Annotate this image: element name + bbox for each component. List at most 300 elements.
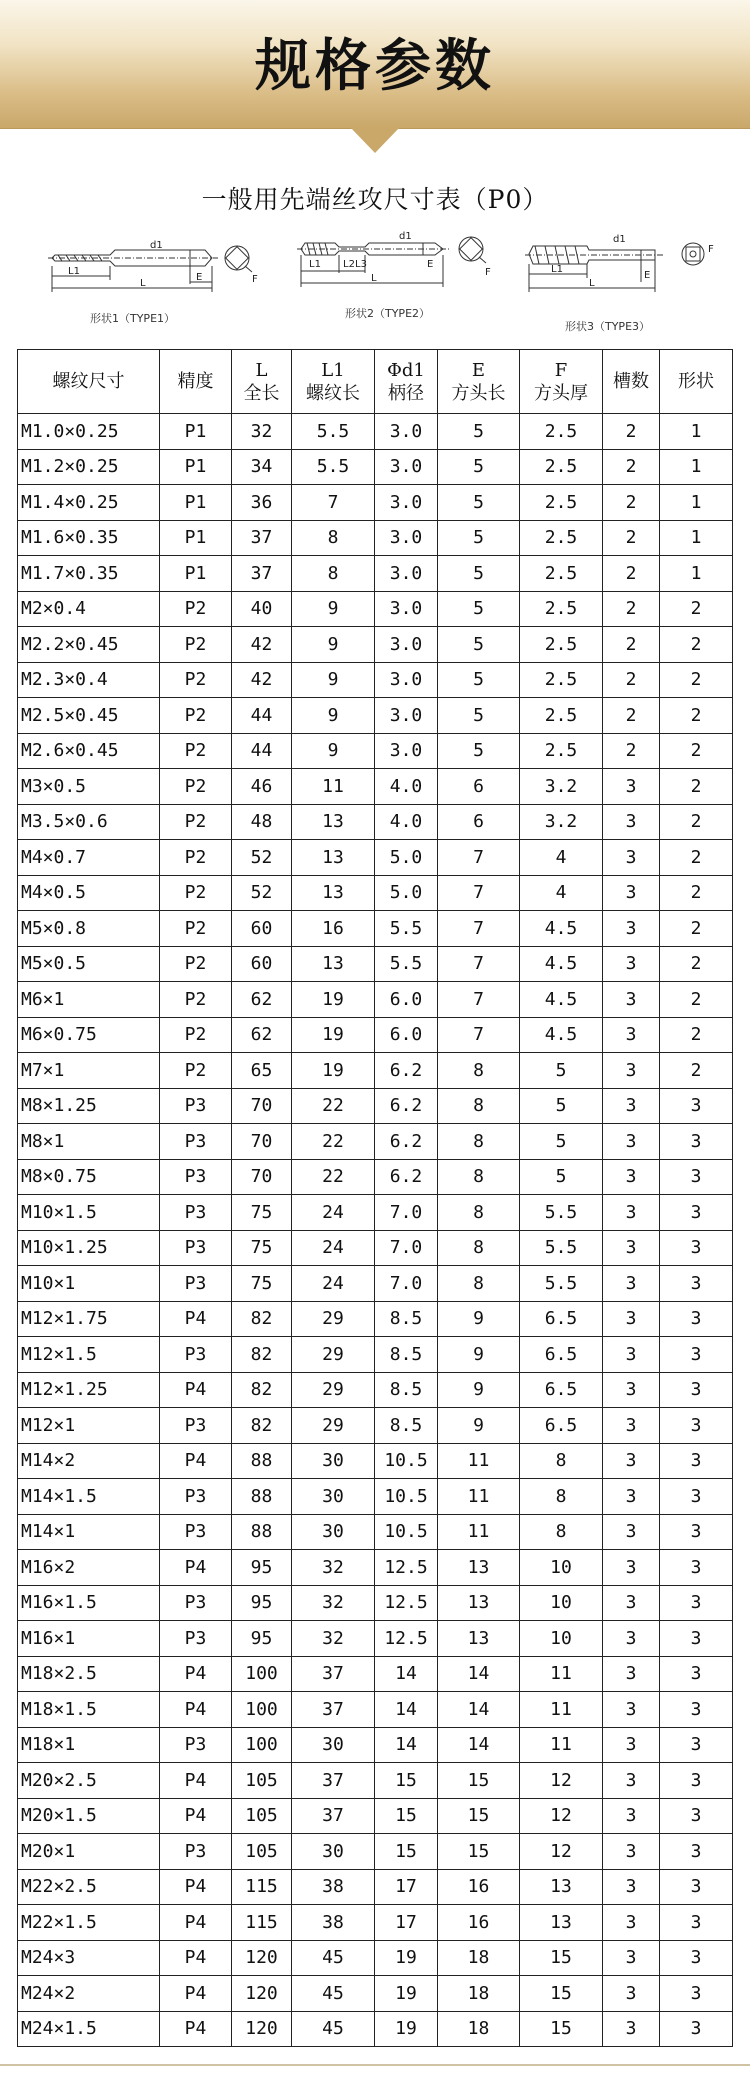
- tap-diagram-type3: [525, 230, 750, 333]
- cell-thread-size: M2.3×0.4: [18, 662, 160, 698]
- diagram3-l-label: L: [589, 278, 595, 289]
- table-subtitle: 一般用先端丝攻尺寸表（P0）: [201, 185, 549, 214]
- cell-square-length: 16: [438, 1905, 520, 1941]
- cell-shape: 3: [660, 1301, 733, 1337]
- cell-shank-diameter: 3.0: [375, 627, 438, 663]
- cell-thread-length: 30: [292, 1514, 375, 1550]
- cell-flutes: 2: [603, 698, 660, 734]
- table-row: [18, 1408, 733, 1444]
- diagram3-l1-label: L1: [551, 264, 563, 275]
- cell-flutes: 3: [603, 769, 660, 805]
- cell-precision: P4: [160, 1905, 232, 1941]
- cell-thread-length: 37: [292, 1798, 375, 1834]
- cell-square-length: 6: [438, 769, 520, 805]
- table-row: [18, 1443, 733, 1479]
- cell-length: 75: [232, 1230, 292, 1266]
- cell-flutes: 3: [603, 911, 660, 947]
- cell-length: 120: [232, 1940, 292, 1976]
- cell-shape: 3: [660, 1266, 733, 1302]
- cell-shape: 2: [660, 875, 733, 911]
- cell-flutes: 3: [603, 1372, 660, 1408]
- cell-square-thickness: 6.5: [520, 1372, 603, 1408]
- cell-thread-length: 24: [292, 1230, 375, 1266]
- cell-shank-diameter: 12.5: [375, 1585, 438, 1621]
- diagram1-f-label: F: [252, 274, 258, 285]
- cell-thread-size: M18×2.5: [18, 1656, 160, 1692]
- cell-flutes: 2: [603, 627, 660, 663]
- cell-square-thickness: 11: [520, 1727, 603, 1763]
- cell-thread-length: 29: [292, 1301, 375, 1337]
- cell-thread-length: 22: [292, 1159, 375, 1195]
- cell-square-length: 9: [438, 1408, 520, 1444]
- tap-type2-drawing-icon: [295, 225, 515, 303]
- cell-shape: 2: [660, 733, 733, 769]
- cell-length: 82: [232, 1337, 292, 1373]
- cell-thread-length: 13: [292, 946, 375, 982]
- cell-length: 120: [232, 1976, 292, 2012]
- cell-square-thickness: 12: [520, 1763, 603, 1799]
- spec-table: [17, 349, 733, 2047]
- cell-shape: 2: [660, 982, 733, 1018]
- cell-square-length: 9: [438, 1301, 520, 1337]
- cell-square-thickness: 2.5: [520, 662, 603, 698]
- cell-square-thickness: 4: [520, 875, 603, 911]
- table-row: [18, 1195, 733, 1231]
- table-body: [18, 414, 733, 2047]
- cell-square-length: 14: [438, 1692, 520, 1728]
- cell-shape: 1: [660, 485, 733, 521]
- cell-square-length: 8: [438, 1159, 520, 1195]
- cell-precision: P2: [160, 1053, 232, 1089]
- cell-shank-diameter: 6.2: [375, 1088, 438, 1124]
- cell-square-length: 18: [438, 1976, 520, 2012]
- cell-precision: P4: [160, 1692, 232, 1728]
- cell-square-thickness: 8: [520, 1479, 603, 1515]
- cell-length: 105: [232, 1798, 292, 1834]
- cell-shape: 3: [660, 2011, 733, 2047]
- cell-square-length: 15: [438, 1798, 520, 1834]
- cell-square-thickness: 15: [520, 1940, 603, 1976]
- cell-precision: P3: [160, 1585, 232, 1621]
- cell-square-thickness: 11: [520, 1656, 603, 1692]
- cell-flutes: 2: [603, 449, 660, 485]
- cell-square-length: 6: [438, 804, 520, 840]
- cell-thread-length: 9: [292, 733, 375, 769]
- cell-square-length: 14: [438, 1727, 520, 1763]
- cell-square-thickness: 2.5: [520, 414, 603, 450]
- cell-square-length: 5: [438, 627, 520, 663]
- cell-square-thickness: 13: [520, 1905, 603, 1941]
- table-row: [18, 2011, 733, 2047]
- cell-precision: P4: [160, 2011, 232, 2047]
- cell-precision: P2: [160, 627, 232, 663]
- cell-thread-length: 30: [292, 1443, 375, 1479]
- cell-shank-diameter: 7.0: [375, 1266, 438, 1302]
- cell-precision: P4: [160, 1372, 232, 1408]
- cell-flutes: 3: [603, 1408, 660, 1444]
- cell-flutes: 3: [603, 1656, 660, 1692]
- table-row: [18, 1053, 733, 1089]
- cell-thread-size: M10×1.25: [18, 1230, 160, 1266]
- cell-square-length: 5: [438, 414, 520, 450]
- cell-flutes: 3: [603, 1159, 660, 1195]
- table-row: [18, 556, 733, 592]
- cell-shank-diameter: 15: [375, 1798, 438, 1834]
- cell-length: 115: [232, 1905, 292, 1941]
- cell-square-thickness: 5.5: [520, 1195, 603, 1231]
- cell-length: 42: [232, 627, 292, 663]
- cell-precision: P2: [160, 591, 232, 627]
- cell-shank-diameter: 8.5: [375, 1372, 438, 1408]
- cell-shank-diameter: 19: [375, 1976, 438, 2012]
- cell-length: 120: [232, 2011, 292, 2047]
- cell-square-thickness: 12: [520, 1834, 603, 1870]
- cell-precision: P2: [160, 769, 232, 805]
- cell-thread-size: M1.4×0.25: [18, 485, 160, 521]
- cell-length: 82: [232, 1372, 292, 1408]
- diagram2-f-label: F: [485, 267, 491, 278]
- cell-precision: P3: [160, 1159, 232, 1195]
- cell-precision: P2: [160, 804, 232, 840]
- cell-precision: P3: [160, 1621, 232, 1657]
- cell-length: 44: [232, 698, 292, 734]
- cell-shank-diameter: 14: [375, 1656, 438, 1692]
- cell-thread-length: 9: [292, 591, 375, 627]
- cell-shank-diameter: 17: [375, 1869, 438, 1905]
- cell-precision: P3: [160, 1124, 232, 1160]
- cell-precision: P3: [160, 1337, 232, 1373]
- cell-precision: P3: [160, 1514, 232, 1550]
- cell-shape: 2: [660, 591, 733, 627]
- cell-flutes: 3: [603, 1798, 660, 1834]
- cell-shape: 3: [660, 1798, 733, 1834]
- cell-flutes: 2: [603, 414, 660, 450]
- cell-thread-length: 37: [292, 1692, 375, 1728]
- cell-length: 105: [232, 1834, 292, 1870]
- table-row: [18, 1266, 733, 1302]
- cell-shape: 3: [660, 1585, 733, 1621]
- cell-thread-length: 22: [292, 1124, 375, 1160]
- cell-thread-size: M1.6×0.35: [18, 520, 160, 556]
- cell-shank-diameter: 3.0: [375, 485, 438, 521]
- cell-square-length: 8: [438, 1053, 520, 1089]
- cell-thread-size: M2.2×0.45: [18, 627, 160, 663]
- cell-thread-size: M10×1.5: [18, 1195, 160, 1231]
- cell-shape: 3: [660, 1230, 733, 1266]
- table-row: [18, 946, 733, 982]
- diagram2-d1-label: d1: [399, 231, 412, 242]
- table-row: [18, 1159, 733, 1195]
- cell-shank-diameter: 10.5: [375, 1479, 438, 1515]
- cell-shank-diameter: 10.5: [375, 1443, 438, 1479]
- cell-thread-length: 19: [292, 1053, 375, 1089]
- table-header-row: [18, 350, 733, 414]
- cell-square-thickness: 10: [520, 1585, 603, 1621]
- cell-length: 52: [232, 875, 292, 911]
- cell-shank-diameter: 12.5: [375, 1621, 438, 1657]
- cell-shape: 3: [660, 1621, 733, 1657]
- cell-square-thickness: 5: [520, 1124, 603, 1160]
- cell-precision: P3: [160, 1834, 232, 1870]
- cell-thread-size: M2.5×0.45: [18, 698, 160, 734]
- page-title: 规格参数: [255, 34, 495, 99]
- table-row: [18, 1869, 733, 1905]
- cell-precision: P3: [160, 1408, 232, 1444]
- cell-shape: 1: [660, 556, 733, 592]
- cell-thread-size: M5×0.5: [18, 946, 160, 982]
- cell-shank-diameter: 6.2: [375, 1124, 438, 1160]
- cell-precision: P3: [160, 1230, 232, 1266]
- header-thread-size: 螺纹尺寸: [18, 350, 160, 414]
- table-row: [18, 698, 733, 734]
- cell-thread-length: 29: [292, 1337, 375, 1373]
- cell-square-length: 7: [438, 1017, 520, 1053]
- cell-thread-size: M10×1: [18, 1266, 160, 1302]
- cell-length: 115: [232, 1869, 292, 1905]
- cell-thread-length: 19: [292, 1017, 375, 1053]
- cell-flutes: 3: [603, 1443, 660, 1479]
- diagram1-l-label: L: [140, 278, 146, 289]
- cell-shape: 2: [660, 804, 733, 840]
- table-row: [18, 485, 733, 521]
- cell-shank-diameter: 5.5: [375, 911, 438, 947]
- cell-precision: P1: [160, 520, 232, 556]
- cell-precision: P1: [160, 414, 232, 450]
- cell-shape: 3: [660, 1514, 733, 1550]
- cell-shank-diameter: 3.0: [375, 662, 438, 698]
- table-row: [18, 1514, 733, 1550]
- cell-precision: P2: [160, 698, 232, 734]
- cell-shape: 3: [660, 1124, 733, 1160]
- cell-square-thickness: 5: [520, 1088, 603, 1124]
- cell-thread-size: M20×1: [18, 1834, 160, 1870]
- cell-thread-size: M12×1.25: [18, 1372, 160, 1408]
- cell-square-length: 13: [438, 1585, 520, 1621]
- cell-square-length: 8: [438, 1088, 520, 1124]
- cell-square-thickness: 5.5: [520, 1266, 603, 1302]
- cell-square-length: 15: [438, 1834, 520, 1870]
- table-row: [18, 1940, 733, 1976]
- cell-length: 40: [232, 591, 292, 627]
- cell-precision: P3: [160, 1727, 232, 1763]
- cell-square-length: 7: [438, 946, 520, 982]
- cell-shank-diameter: 14: [375, 1692, 438, 1728]
- cell-square-length: 8: [438, 1230, 520, 1266]
- table-row: [18, 1550, 733, 1586]
- table-row: [18, 1479, 733, 1515]
- cell-flutes: 3: [603, 1017, 660, 1053]
- table-row: [18, 1727, 733, 1763]
- cell-precision: P1: [160, 556, 232, 592]
- cell-square-length: 13: [438, 1621, 520, 1657]
- cell-thread-length: 45: [292, 1940, 375, 1976]
- cell-shank-diameter: 3.0: [375, 520, 438, 556]
- cell-shank-diameter: 5.0: [375, 840, 438, 876]
- cell-square-thickness: 15: [520, 2011, 603, 2047]
- cell-shape: 3: [660, 1976, 733, 2012]
- cell-thread-size: M16×1.5: [18, 1585, 160, 1621]
- cell-shape: 3: [660, 1550, 733, 1586]
- cell-flutes: 3: [603, 1195, 660, 1231]
- cell-shape: 3: [660, 1337, 733, 1373]
- cell-thread-length: 13: [292, 804, 375, 840]
- cell-flutes: 2: [603, 591, 660, 627]
- cell-square-thickness: 10: [520, 1621, 603, 1657]
- cell-square-thickness: 4: [520, 840, 603, 876]
- cell-length: 42: [232, 662, 292, 698]
- cell-square-thickness: 4.5: [520, 911, 603, 947]
- table-row: [18, 1905, 733, 1941]
- cell-shank-diameter: 8.5: [375, 1408, 438, 1444]
- cell-square-thickness: 12: [520, 1798, 603, 1834]
- cell-length: 70: [232, 1124, 292, 1160]
- header-precision: 精度: [160, 350, 232, 414]
- cell-shank-diameter: 6.0: [375, 982, 438, 1018]
- table-row: [18, 1834, 733, 1870]
- table-row: [18, 1017, 733, 1053]
- tap-type1-drawing-icon: [40, 230, 260, 308]
- cell-square-thickness: 2.5: [520, 520, 603, 556]
- cell-thread-size: M4×0.7: [18, 840, 160, 876]
- cell-length: 82: [232, 1301, 292, 1337]
- cell-shape: 3: [660, 1905, 733, 1941]
- cell-shank-diameter: 3.0: [375, 414, 438, 450]
- cell-thread-length: 38: [292, 1905, 375, 1941]
- cell-thread-length: 37: [292, 1763, 375, 1799]
- cell-shank-diameter: 19: [375, 2011, 438, 2047]
- cell-flutes: 2: [603, 485, 660, 521]
- table-row: [18, 1301, 733, 1337]
- cell-thread-size: M22×2.5: [18, 1869, 160, 1905]
- cell-precision: P3: [160, 1088, 232, 1124]
- cell-thread-size: M3×0.5: [18, 769, 160, 805]
- cell-thread-size: M8×1: [18, 1124, 160, 1160]
- cell-precision: P2: [160, 662, 232, 698]
- cell-flutes: 3: [603, 1514, 660, 1550]
- cell-precision: P2: [160, 1017, 232, 1053]
- cell-length: 70: [232, 1088, 292, 1124]
- cell-flutes: 3: [603, 1940, 660, 1976]
- cell-flutes: 2: [603, 520, 660, 556]
- cell-thread-size: M7×1: [18, 1053, 160, 1089]
- diagram3-d1-label: d1: [613, 234, 626, 245]
- cell-thread-size: M8×1.25: [18, 1088, 160, 1124]
- cell-square-length: 15: [438, 1763, 520, 1799]
- cell-shape: 2: [660, 627, 733, 663]
- cell-thread-length: 19: [292, 982, 375, 1018]
- cell-thread-size: M12×1: [18, 1408, 160, 1444]
- cell-length: 75: [232, 1266, 292, 1302]
- cell-square-length: 5: [438, 520, 520, 556]
- cell-thread-size: M3.5×0.6: [18, 804, 160, 840]
- cell-thread-length: 13: [292, 875, 375, 911]
- cell-precision: P1: [160, 449, 232, 485]
- cell-square-thickness: 8: [520, 1443, 603, 1479]
- cell-square-thickness: 5.5: [520, 1230, 603, 1266]
- diagram2-l1-label: L1: [309, 259, 321, 270]
- table-row: [18, 769, 733, 805]
- cell-thread-size: M16×2: [18, 1550, 160, 1586]
- cell-thread-length: 22: [292, 1088, 375, 1124]
- cell-shape: 3: [660, 1656, 733, 1692]
- table-row: [18, 911, 733, 947]
- cell-shank-diameter: 3.0: [375, 733, 438, 769]
- cell-shank-diameter: 3.0: [375, 449, 438, 485]
- cell-shank-diameter: 7.0: [375, 1195, 438, 1231]
- header-flutes: 槽数: [603, 350, 660, 414]
- cell-thread-size: M14×1: [18, 1514, 160, 1550]
- cell-thread-size: M1.2×0.25: [18, 449, 160, 485]
- cell-square-thickness: 8: [520, 1514, 603, 1550]
- cell-flutes: 3: [603, 1053, 660, 1089]
- cell-flutes: 3: [603, 1266, 660, 1302]
- cell-precision: P2: [160, 875, 232, 911]
- diagram3-e-label: E: [644, 270, 651, 281]
- cell-thread-size: M2.6×0.45: [18, 733, 160, 769]
- diagram1-l1-label: L1: [68, 266, 80, 277]
- cell-shank-diameter: 14: [375, 1727, 438, 1763]
- cell-length: 95: [232, 1585, 292, 1621]
- header-length: L 全长: [232, 350, 292, 414]
- cell-square-thickness: 10: [520, 1550, 603, 1586]
- table-row: [18, 1656, 733, 1692]
- cell-shape: 2: [660, 911, 733, 947]
- cell-thread-size: M14×1.5: [18, 1479, 160, 1515]
- cell-length: 37: [232, 556, 292, 592]
- cell-square-thickness: 2.5: [520, 627, 603, 663]
- cell-thread-length: 32: [292, 1585, 375, 1621]
- cell-square-thickness: 6.5: [520, 1337, 603, 1373]
- cell-thread-length: 29: [292, 1372, 375, 1408]
- cell-thread-size: M8×0.75: [18, 1159, 160, 1195]
- table-row: [18, 1124, 733, 1160]
- header-shank-diameter: Φd1 柄径: [375, 350, 438, 414]
- cell-shank-diameter: 5.0: [375, 875, 438, 911]
- cell-flutes: 3: [603, 2011, 660, 2047]
- title-banner: [0, 0, 750, 129]
- cell-length: 75: [232, 1195, 292, 1231]
- cell-precision: P4: [160, 1798, 232, 1834]
- cell-thread-length: 11: [292, 769, 375, 805]
- cell-shape: 3: [660, 1372, 733, 1408]
- cell-thread-size: M24×2: [18, 1976, 160, 2012]
- cell-thread-size: M12×1.5: [18, 1337, 160, 1373]
- cell-shank-diameter: 3.0: [375, 556, 438, 592]
- cell-flutes: 3: [603, 1763, 660, 1799]
- cell-shape: 2: [660, 662, 733, 698]
- cell-precision: P2: [160, 982, 232, 1018]
- table-row: [18, 1976, 733, 2012]
- cell-shape: 3: [660, 1727, 733, 1763]
- cell-square-length: 7: [438, 840, 520, 876]
- cell-square-length: 5: [438, 556, 520, 592]
- cell-shape: 2: [660, 1017, 733, 1053]
- cell-square-length: 5: [438, 449, 520, 485]
- cell-flutes: 3: [603, 1088, 660, 1124]
- cell-length: 32: [232, 414, 292, 450]
- cell-precision: P2: [160, 840, 232, 876]
- cell-square-thickness: 13: [520, 1869, 603, 1905]
- table-row: [18, 733, 733, 769]
- cell-thread-size: M24×3: [18, 1940, 160, 1976]
- cell-shank-diameter: 17: [375, 1905, 438, 1941]
- cell-length: 88: [232, 1479, 292, 1515]
- cell-square-thickness: 2.5: [520, 556, 603, 592]
- cell-thread-size: M6×1: [18, 982, 160, 1018]
- cell-precision: P4: [160, 1940, 232, 1976]
- cell-precision: P3: [160, 1479, 232, 1515]
- cell-square-length: 8: [438, 1195, 520, 1231]
